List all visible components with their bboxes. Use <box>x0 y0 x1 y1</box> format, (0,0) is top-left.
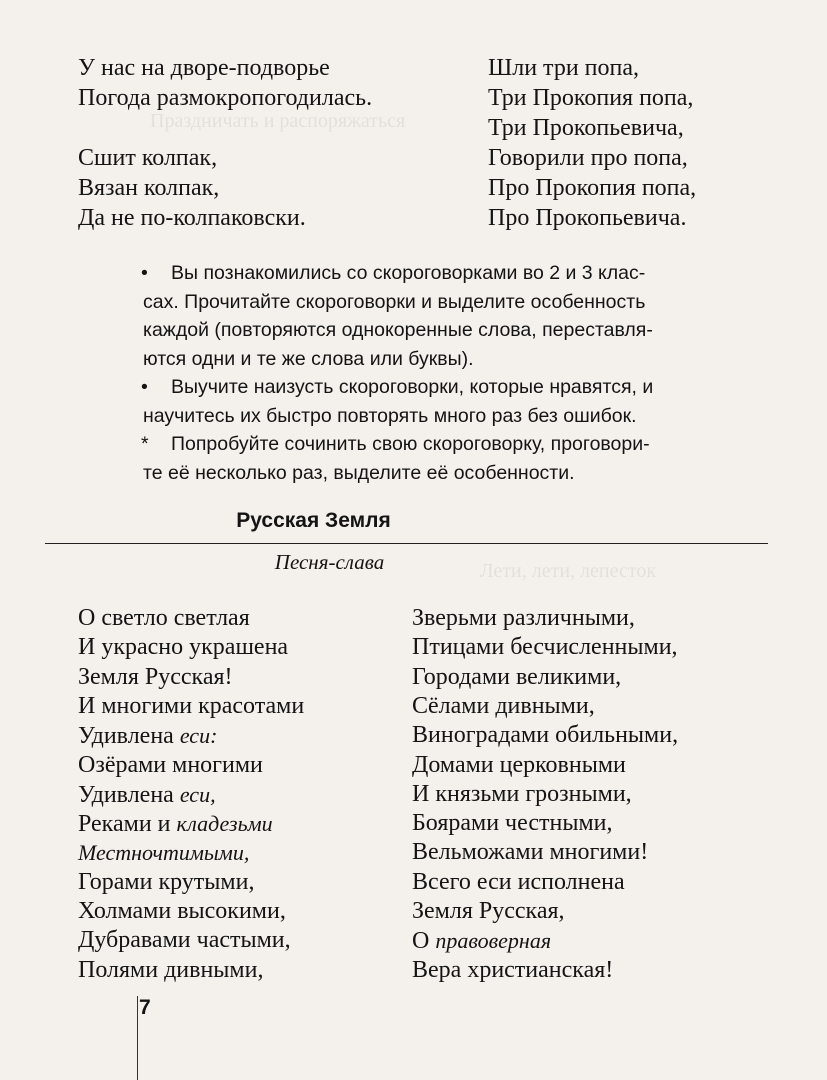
poem2-line-text: Боярами честными, <box>412 810 613 837</box>
poem2-line-text: Удивлена <box>78 723 180 750</box>
poem2-line-text: Домами церковными <box>412 751 626 778</box>
poem2-line-italic: Местночтимыми, <box>78 840 250 866</box>
poem2-line <box>412 604 635 633</box>
bleed-through-decoration: Праздничать и распоряжаться <box>150 110 406 132</box>
poem2-line <box>78 926 291 955</box>
poem2-line-italic: правоверная <box>435 928 552 954</box>
bullet-marker: • <box>141 376 148 398</box>
poem2-line <box>78 663 233 692</box>
poem1-line: Шли три попа, <box>488 55 639 81</box>
asterisk-marker: * <box>141 433 149 455</box>
poem2-line-italic: кладезьми <box>176 811 273 837</box>
poem2-line-text: Озёрами многими <box>78 751 263 778</box>
task-line: Выучите наизусть скороговорки, которые нравятся, и <box>171 376 654 398</box>
poem2-line-text: Холмами высокими, <box>78 898 286 924</box>
poem2-line <box>78 751 263 780</box>
poem2-line-text: Реками и <box>78 811 177 838</box>
poem2-line-text: Птицами бесчисленными, <box>412 634 678 661</box>
poem2-line-italic: еси: <box>179 723 218 749</box>
page-number-rule <box>137 996 138 1080</box>
task-line: те её несколько раз, выделите её особенности. <box>143 461 575 484</box>
poem2-line-text: И князьми грозными, <box>412 780 632 807</box>
poem2-line-text: Сёлами дивными, <box>412 692 595 719</box>
poem2-line-text: Виноградами обильными, <box>412 722 679 749</box>
poem2-line-text: Вельможами многими! <box>412 839 649 866</box>
poem2-line-text: Земля Русская! <box>78 663 233 690</box>
poem2-line <box>78 721 217 751</box>
poem2-line-text: Земля Русская, <box>412 898 565 924</box>
task-line: каждой (повторяются однокоренные слова, переставля- <box>143 319 653 341</box>
poem2-line <box>412 633 678 662</box>
poem2-line-text: Всего еси исполнена <box>412 868 625 895</box>
poem2-line-text: Вера христианская! <box>412 956 614 983</box>
poem1-line: Погода размокропогодилась. <box>78 85 373 111</box>
section-subtitle <box>0 550 827 575</box>
task-item <box>143 373 773 430</box>
poem2-line-text: О <box>412 928 436 955</box>
section-title-text: Русская Земля <box>236 509 391 532</box>
poem2-line <box>78 956 263 985</box>
task-item <box>143 259 773 373</box>
poem2-line <box>412 809 613 838</box>
task-item <box>143 430 773 487</box>
poem1-line: У нас на дворе-подворье <box>78 55 330 81</box>
bleed-through-decoration: Лети, лети, лепесток <box>480 560 657 582</box>
poem2-line-text: Дубравами частыми, <box>78 927 291 954</box>
page-number: 7 <box>139 996 151 1019</box>
poem2-line-text: И украсно украшена <box>78 634 289 661</box>
poem2-line-italic: еси, <box>179 781 216 807</box>
poem2-line <box>78 604 250 633</box>
poem2-line <box>78 692 304 721</box>
poem2-line <box>412 868 625 897</box>
poem2-line <box>412 721 678 750</box>
poem2-line-text: Зверьми различными, <box>412 605 635 631</box>
poem1-line: Три Прокопьевича, <box>488 115 684 141</box>
section-subtitle-text: Песня-слава <box>274 550 385 574</box>
poem2-line <box>412 780 632 809</box>
poem2-line <box>78 633 288 662</box>
task-line: Вы познакомились со скороговорками во 2 и 3 клас- <box>171 262 646 284</box>
poem1-line: Про Прокопия попа, <box>488 175 697 201</box>
poem2-line <box>412 663 621 692</box>
poem1-line: Говорили про попа, <box>488 145 688 171</box>
title-divider <box>45 543 768 544</box>
poem2-line <box>412 838 648 867</box>
poem2-line-text: Полями дивными, <box>78 956 264 983</box>
task-line: Попробуйте сочинить свою скороговорку, проговори- <box>171 433 650 455</box>
poem2-line <box>412 751 626 780</box>
poem2-line <box>78 838 249 868</box>
poem2-line <box>78 897 286 926</box>
poem2-line <box>78 780 216 810</box>
task-line: сах. Прочитайте скороговорки и выделите особенность <box>143 290 646 313</box>
poem2-line <box>412 897 565 926</box>
poem1-line: Про Прокопьевича. <box>488 205 687 231</box>
bullet-marker: • <box>141 262 148 284</box>
poem1-line: Три Прокопия попа, <box>488 85 694 111</box>
poem1-line: Да не по-колпаковски. <box>78 205 306 231</box>
poem2-line <box>412 926 551 956</box>
poem1-line: Вязан колпак, <box>78 175 220 201</box>
poem2-line-text: И многими красотами <box>78 692 305 719</box>
poem2-line-text: О светло светлая <box>78 605 250 631</box>
task-line: ются одни и те же слова или буквы). <box>143 347 474 370</box>
section-title <box>0 509 827 533</box>
task-line: научитесь их быстро повторять много раз без ошибок. <box>143 404 637 427</box>
poem2-line <box>412 956 613 985</box>
poem2-line <box>78 868 254 897</box>
poem2-line <box>78 809 273 839</box>
poem2-line <box>412 692 595 721</box>
poem2-line-text: Удивлена <box>78 781 180 808</box>
poem2-line-text: Городами великими, <box>412 663 622 690</box>
poem2-line-text: Горами крутыми, <box>78 868 255 895</box>
poem1-line: Сшит колпак, <box>78 145 218 171</box>
